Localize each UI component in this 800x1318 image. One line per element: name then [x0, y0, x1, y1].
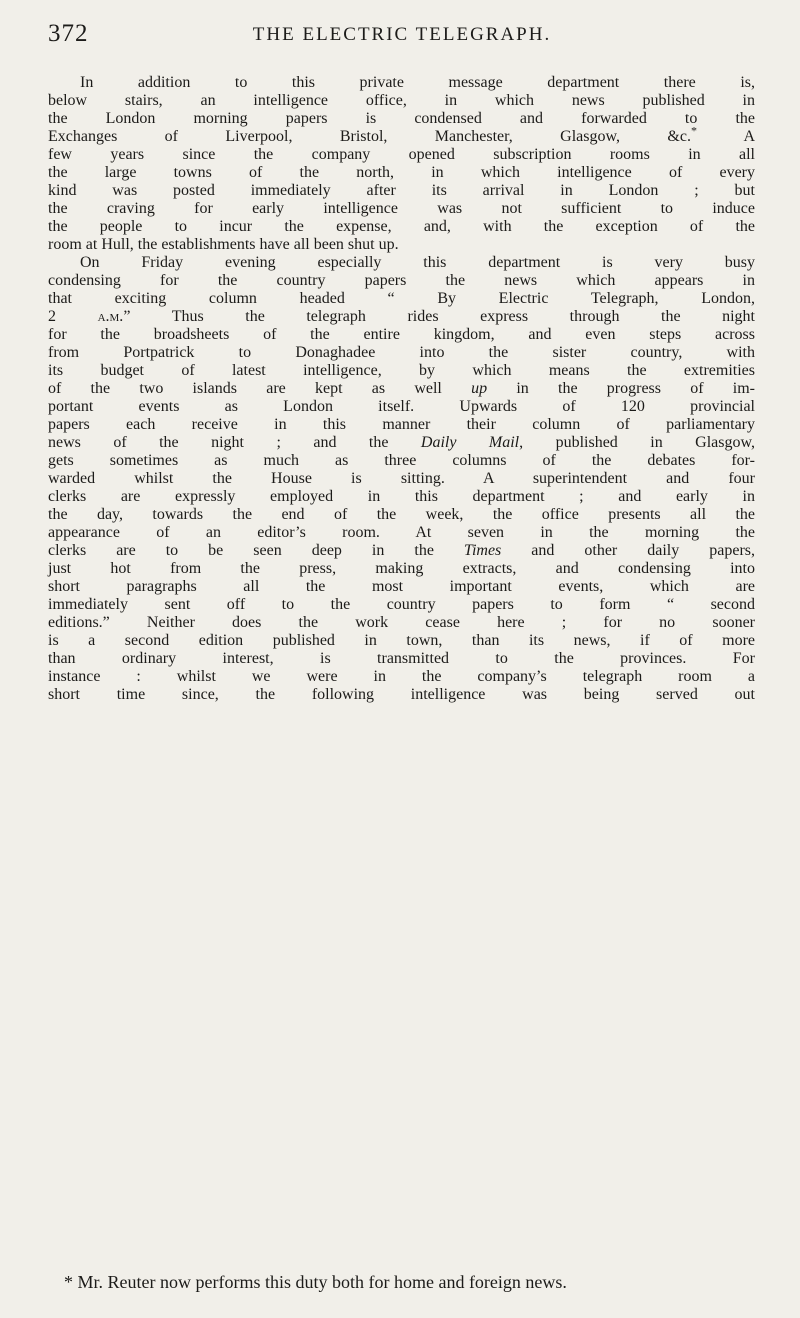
text-line: that exciting column headed “ By Electric Telegraph, London, — [48, 290, 755, 307]
text-line: short paragraphs all the most important events, which are — [48, 578, 755, 595]
text-line: its budget of latest intelligence, by which means the extremities — [48, 362, 755, 379]
text-line: just hot from the press, making extracts, and condensing into — [48, 560, 755, 577]
running-head — [48, 20, 756, 50]
running-title: THE ELECTRIC TELEGRAPH. — [252, 24, 552, 45]
text-line: from Portpatrick to Donaghadee into the sister country, with — [48, 344, 755, 361]
text-line: editions.” Neither does the work cease here ; for no sooner — [48, 614, 755, 631]
text-line: gets sometimes as much as three columns of the debates for- — [48, 452, 755, 469]
text-line: warded whilst the House is sitting. A superintendent and four — [48, 470, 755, 487]
text-line: room at Hull, the establishments have all been shut up. — [48, 236, 399, 253]
footnote: * Mr. Reuter now performs this duty both for home and foreign news. — [64, 1272, 567, 1292]
text-line: condensing for the country papers the news which appears in — [48, 272, 755, 289]
page-number: 372 — [48, 20, 89, 47]
body-text — [48, 74, 755, 704]
text-line: kind was posted immediately after its arrival in London ; but — [48, 182, 755, 199]
text-line: In addition to this private message department there is, — [80, 74, 755, 91]
text-line: news of the night ; and the Daily Mail, published in Glasgow, — [48, 434, 755, 451]
text-line: instance : whilst we were in the company’s telegraph room a — [48, 668, 755, 685]
text-line: clerks are expressly employed in this department ; and early in — [48, 488, 755, 505]
text-line: papers each receive in this manner their column of parliamentary — [48, 416, 755, 433]
text-line: is a second edition published in town, than its news, if of more — [48, 632, 755, 649]
text-line: below stairs, an intelligence office, in which news published in — [48, 92, 755, 109]
text-line: clerks are to be seen deep in the Times and other daily papers, — [48, 542, 755, 559]
text-line: short time since, the following intelligence was being served out — [48, 686, 755, 703]
text-line: the London morning papers is condensed and forwarded to the — [48, 110, 755, 127]
text-line: than ordinary interest, is transmitted to the provinces. For — [48, 650, 755, 667]
text-line: few years since the company opened subscription rooms in all — [48, 146, 755, 163]
text-line: portant events as London itself. Upwards of 120 provincial — [48, 398, 755, 415]
text-line: Exchanges of Liverpool, Bristol, Manchester, Glasgow, &c.* A — [48, 123, 756, 145]
text-line: for the broadsheets of the entire kingdom, and even steps across — [48, 326, 755, 343]
text-line: the large towns of the north, in which intelligence of every — [48, 164, 755, 181]
text-line: of the two islands are kept as well up in the progress of im- — [48, 380, 756, 397]
text-line: immediately sent off to the country papers to form “ second — [48, 596, 755, 613]
text-line: On Friday evening especially this department is very busy — [80, 254, 755, 271]
text-line: the day, towards the end of the week, the office presents all the — [48, 506, 755, 523]
text-line: 2 a.m.” Thus the telegraph rides express through the night — [48, 308, 756, 325]
text-line: the people to incur the expense, and, with the exception of the — [48, 218, 755, 235]
text-line: the craving for early intelligence was not sufficient to induce — [48, 200, 755, 217]
text-line: appearance of an editor’s room. At seven in the morning the — [48, 524, 755, 541]
